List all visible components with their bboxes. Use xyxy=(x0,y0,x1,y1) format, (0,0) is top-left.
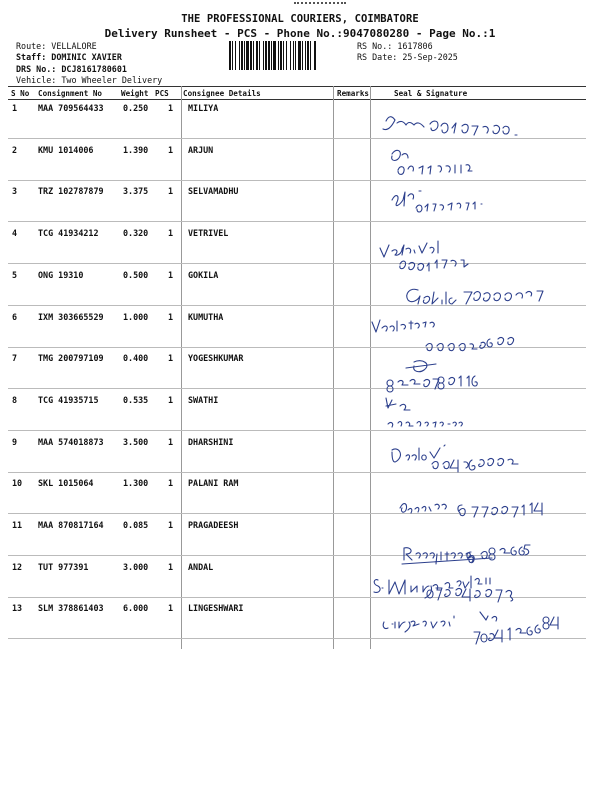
barcode-bar xyxy=(244,41,245,70)
row-weight: 1.300 xyxy=(123,478,149,489)
col-consignment: Consignment No xyxy=(38,89,103,98)
top-scan-mark xyxy=(294,2,346,7)
barcode-bar xyxy=(278,41,279,70)
barcode-bar xyxy=(286,41,287,70)
row-divider xyxy=(8,430,586,431)
row-weight: 1.000 xyxy=(123,311,149,322)
row-divider xyxy=(8,138,586,139)
row-consignment-number: MAA 574018873 xyxy=(38,436,104,447)
row-serial-number: 5 xyxy=(12,269,18,280)
barcode-bar xyxy=(256,41,258,70)
barcode-bar xyxy=(298,41,301,70)
row-consignee-name: LINGESHWARI xyxy=(188,603,244,614)
row-pcs: 1 xyxy=(168,561,174,572)
barcode xyxy=(228,41,352,70)
barcode-bar xyxy=(246,41,249,70)
row-consignee-name: GOKILA xyxy=(188,269,219,280)
barcode-bar xyxy=(241,41,243,70)
row-weight: 0.400 xyxy=(123,353,149,364)
row-serial-number: 8 xyxy=(12,394,18,405)
row-divider xyxy=(8,263,586,264)
row-pcs: 1 xyxy=(168,144,174,155)
table-header-line xyxy=(8,99,586,100)
barcode-bar xyxy=(293,41,294,70)
barcode-bar xyxy=(263,41,264,70)
row-consignment-number: TMG 200797109 xyxy=(38,353,104,364)
row-consignment-number: IXM 303665529 xyxy=(38,311,104,322)
row-serial-number: 11 xyxy=(12,520,23,530)
barcode-bar xyxy=(229,41,231,70)
row-consignee-name: VETRIVEL xyxy=(188,228,229,239)
table-row xyxy=(0,478,600,508)
row-consignee-name: SWATHI xyxy=(188,394,219,405)
row-consignment-number: TUT 977391 xyxy=(38,561,89,572)
row-weight: 0.320 xyxy=(123,228,149,239)
row-consignee-name: PALANI RAM xyxy=(188,478,239,489)
row-weight: 3.375 xyxy=(123,186,149,197)
row-weight: 3.000 xyxy=(123,561,149,572)
row-divider xyxy=(8,347,586,348)
row-serial-number: 4 xyxy=(12,228,18,239)
barcode-bar xyxy=(271,41,272,70)
row-serial-number: 7 xyxy=(12,353,18,364)
row-consignment-number: MAA 709564433 xyxy=(38,103,104,113)
row-serial-number: 3 xyxy=(12,186,18,197)
table-row xyxy=(0,312,600,342)
row-serial-number: 12 xyxy=(12,561,23,572)
row-weight: 1.390 xyxy=(123,144,149,155)
row-consignment-number: MAA 870817164 xyxy=(38,520,104,530)
table-row xyxy=(0,520,600,550)
table-row xyxy=(0,270,600,300)
row-divider xyxy=(8,638,586,639)
col-sno: S No xyxy=(11,89,30,98)
row-pcs: 1 xyxy=(168,103,174,113)
row-divider xyxy=(8,513,586,514)
row-consignee-name: ANDAL xyxy=(188,561,214,572)
rs-date: RS Date: 25-Sep-2025 xyxy=(357,52,458,62)
staff-label: Staff: DOMINIC XAVIER xyxy=(16,52,122,62)
row-pcs: 1 xyxy=(168,186,174,197)
drs-number: DRS No.: DCJ8161780601 xyxy=(16,64,127,74)
row-divider xyxy=(8,597,586,598)
row-weight: 3.500 xyxy=(123,436,149,447)
row-consignee-name: YOGESHKUMAR xyxy=(188,353,244,364)
barcode-bar xyxy=(280,41,282,70)
table-row xyxy=(0,103,600,133)
row-pcs: 1 xyxy=(168,353,174,364)
row-consignee-name: DHARSHINI xyxy=(188,436,234,447)
table-row xyxy=(0,395,600,425)
col-seal-signature: Seal & Signature xyxy=(394,89,468,98)
runsheet-subtitle: Delivery Runsheet - PCS - Phone No.:9047080280 - Page No.:1 xyxy=(104,27,496,40)
row-serial-number: 10 xyxy=(12,478,23,489)
barcode-bar xyxy=(250,41,252,70)
row-consignment-number: KMU 1014006 xyxy=(38,144,94,155)
table-row xyxy=(0,145,600,175)
route-label: Route: VELLALORE xyxy=(16,41,97,51)
row-pcs: 1 xyxy=(168,436,174,447)
row-divider xyxy=(8,555,586,556)
row-weight: 0.535 xyxy=(123,394,149,405)
row-consignee-name: KUMUTHA xyxy=(188,311,224,322)
row-serial-number: 2 xyxy=(12,144,18,155)
barcode-bar xyxy=(290,41,291,70)
barcode-bar xyxy=(295,41,296,70)
row-weight: 6.000 xyxy=(123,603,149,614)
row-pcs: 1 xyxy=(168,311,174,322)
barcode-bar xyxy=(239,41,240,70)
row-pcs: 1 xyxy=(168,228,174,239)
table-row xyxy=(0,228,600,258)
table-row xyxy=(0,603,600,633)
barcode-bar xyxy=(232,41,233,70)
table-top-line xyxy=(8,86,586,87)
row-consignment-number: TCG 41935715 xyxy=(38,394,99,405)
barcode-bar xyxy=(305,41,306,70)
barcode-bar xyxy=(310,41,311,70)
row-consignment-number: TCG 41934212 xyxy=(38,228,99,239)
row-consignment-number: SKL 1015064 xyxy=(38,478,94,489)
row-serial-number: 9 xyxy=(12,436,18,447)
row-consignee-name: PRAGADEESH xyxy=(188,520,239,530)
row-consignee-name: SELVAMADHU xyxy=(188,186,239,197)
col-consignee: Consignee Details xyxy=(183,89,261,98)
col-remarks: Remarks xyxy=(337,89,370,98)
rs-number: RS No.: 1617806 xyxy=(357,41,433,51)
barcode-bar xyxy=(307,41,309,70)
row-pcs: 1 xyxy=(168,603,174,614)
col-weight: Weight xyxy=(121,89,149,98)
company-title: THE PROFESSIONAL COURIERS, COIMBATORE xyxy=(181,13,419,25)
row-divider xyxy=(8,388,586,389)
barcode-bar xyxy=(283,41,284,70)
row-serial-number: 1 xyxy=(12,103,18,113)
row-consignment-number: ONG 19310 xyxy=(38,269,84,280)
row-divider xyxy=(8,180,586,181)
row-serial-number: 6 xyxy=(12,311,18,322)
row-weight: 0.250 xyxy=(123,103,149,113)
barcode-bar xyxy=(259,41,260,70)
table-row xyxy=(0,353,600,383)
table-row xyxy=(0,562,600,592)
col-pcs: PCS xyxy=(155,89,169,98)
barcode-bar xyxy=(268,41,270,70)
row-consignment-number: TRZ 102787879 xyxy=(38,186,104,197)
row-pcs: 1 xyxy=(168,269,174,280)
row-divider xyxy=(8,472,586,473)
row-pcs: 1 xyxy=(168,394,174,405)
barcode-bar xyxy=(235,41,236,70)
row-weight: 0.085 xyxy=(123,520,149,530)
row-pcs: 1 xyxy=(168,478,174,489)
table-row xyxy=(0,186,600,216)
vehicle-label: Vehicle: Two Wheeler Delivery xyxy=(16,75,163,85)
barcode-bar xyxy=(302,41,303,70)
row-consignment-number: SLM 378861403 xyxy=(38,603,104,614)
row-consignee-name: MILIYA xyxy=(188,103,219,113)
row-consignee-name: ARJUN xyxy=(188,144,214,155)
row-divider xyxy=(8,221,586,222)
row-divider xyxy=(8,305,586,306)
barcode-bar xyxy=(253,41,254,70)
barcode-bar xyxy=(314,41,316,70)
row-pcs: 1 xyxy=(168,520,174,530)
row-serial-number: 13 xyxy=(12,603,23,614)
table-row xyxy=(0,437,600,467)
row-weight: 0.500 xyxy=(123,269,149,280)
barcode-bar xyxy=(265,41,267,70)
barcode-bar xyxy=(273,41,276,70)
